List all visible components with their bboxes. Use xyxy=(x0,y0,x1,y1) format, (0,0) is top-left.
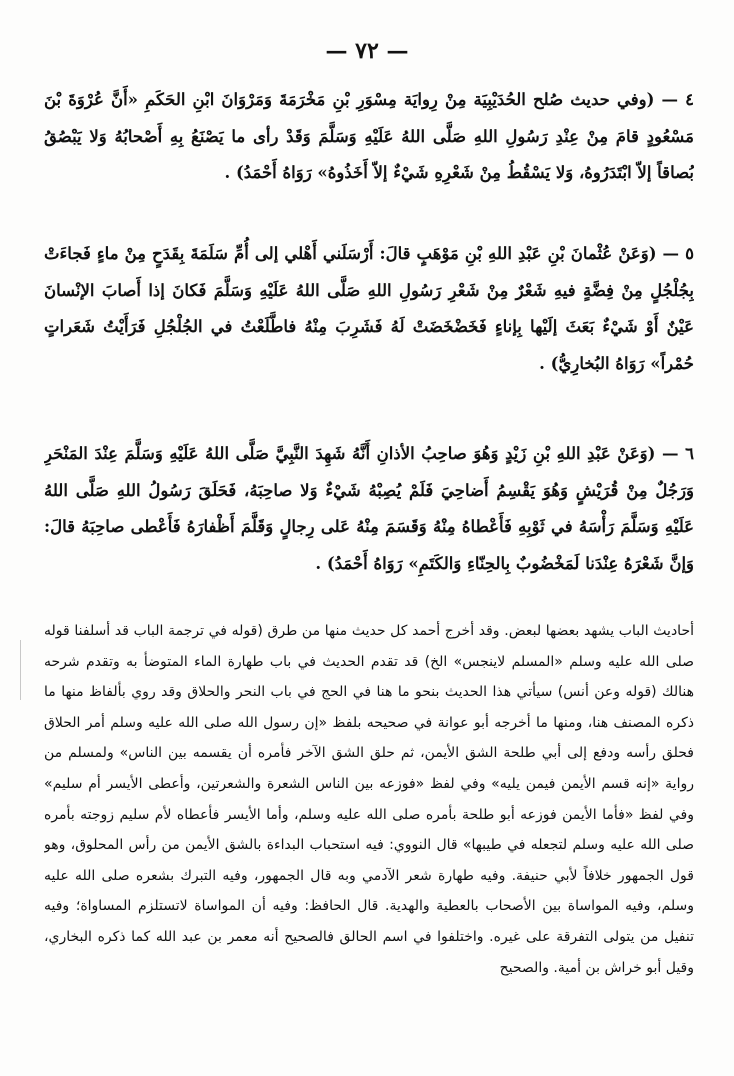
hadith-4: ٤ — (وفي حديث صُلح الحُدَيْبِيَة مِنْ رِوايَة مِسْوَرِ بْنِ مَخْرَمَةَ وَمَرْوَانَ ابْنِ الحَكَمِ «أَنَّ عُرْوَةَ بْنَ مَسْعُودٍ قامَ مِنْ عِنْدِ رَسُولِ اللهِ صَلَّى اللهُ عَلَيْهِ وَسَلَّمَ وَقَدْ رأى ما يَصْنَعُ بِهِ أَصْحابُهُ وَلا يَبْصُقُ بُصاقاً إلاّ ابْتَدَرُوهُ، وَلا يَسْقُطُ مِنْ شَعْرِهِ شَيْءٌ إلاّ أَخَذُوهُ» رَوَاهُ أَحْمَدُ) . xyxy=(44,90,694,183)
commentary-text: أحاديث الباب يشهد بعضها لبعض. وقد أخرج أحمد كل حديث منها من طرق (قوله في ترجمة الباب قد أسلفنا قوله صلى الله عليه وسلم «المسلم لاينجس» الخ) قد تقدم الحديث في باب طهارة الماء المتوضأ به وتقدم شرحه هنالك (قوله وعن أنس) سيأتي هذا الحديث بنحو ما هنا في الحج في باب النحر والحلاق وقد روي بألفاظ منها ما ذكره المصنف هنا، ومنها ما أخرجه أبو عوانة في صحيحه بلفظ «إن رسول الله صلى الله عليه وسلم أمر الحلاق فحلق رأسه ودفع إلى أبي طلحة الشق الأيمن، ثم حلق الشق الآخر فأمره أن يقسمه بين الناس» ولمسلم من رواية «إنه قسم الأيمن فيمن يليه» وفي لفظ «فوزعه بين الناس الشعرة والشعرتين، وأعطى الأيسر أم سليم» وفي لفظ «فأما الأيمن فوزعه أبو طلحة بأمره صلى الله عليه وسلم، وأما الأيسر فأعطاه لأم سليم زوجته بأمره صلى الله عليه وسلم لتجعله في طيبها» قال النووي: فيه استحباب البداءة بالشق الأيمن من رأس المحلوق، وهو قول الجمهور خلافاً لأبي حنيفة. وفيه طهارة شعر الآدمي وبه قال الجمهور، وفيه التبرك بشعره صلى الله عليه وسلم، وفيه المواساة بين الأصحاب بالعطية والهدية. قال الحافظ: وفيه أن المواساة لاتستلزم المساواة؛ وفيه تنفيل من يتولى التفرقة على غيره. واختلفوا في اسم الحالق فالصحيح أنه معمر بن عبد الله كما ذكره البخاري، وقيل أبو خراش بن أمية. والصحيح xyxy=(44,623,694,976)
margin-line xyxy=(20,640,21,700)
page-number: — ٧٢ — xyxy=(325,38,409,64)
hadith-6: ٦ — (وَعَنْ عَبْدِ اللهِ بْنِ زَيْدٍ وَهُوَ صاحِبُ الأذانِ أَنَّهُ شَهِدَ النَّبِيَّ صَلَّى اللهُ عَلَيْهِ وَسَلَّمَ عِنْدَ المَنْحَرِ وَرَجُلٌ مِنْ قُرَيْشٍ وَهُوَ يَقْسِمُ أَضاحِيَ فَلَمْ يُصِبْهُ شَيْءٌ وَلا صاحِبَهُ، فَحَلَقَ رَسُولُ اللهِ صَلَّى اللهُ عَلَيْهِ وَسَلَّمَ رَأْسَهُ في ثَوْبِهِ فَأَعْطاهُ مِنْهُ وَقَسَمَ مِنْهُ عَلى رِجالٍ وَقَلَّمَ أَظْفارَهُ فَأَعْطى صاحِبَهُ قالَ: وَإنَّ شَعْرَهُ عِنْدَنا لَمَخْضُوبٌ بِالحِنّاءِ وَالكَتَمِ» رَوَاهُ أَحْمَدُ) . xyxy=(44,444,694,573)
page-content xyxy=(44,82,694,1076)
hadith-5: ٥ — (وَعَنْ عُثْمانَ بْنِ عَبْدِ اللهِ بْنِ مَوْهَبٍ قالَ: أَرْسَلَني أَهْلي إلى أُمِّ سَلَمَةَ بِقَدَحٍ مِنْ ماءٍ فَجاءَتْ بِجُلْجُلٍ مِنْ فِضَّةٍ فيهِ شَعْرٌ مِنْ شَعْرِ رَسُولِ اللهِ صَلَّى اللهُ عَلَيْهِ وَسَلَّمَ فَكانَ إذا أَصابَ الإنْسانَ عَيْنٌ أَوْ شَيْءٌ بَعَثَ إلَيْها بِإناءٍ فَخَضْخَضَتْ لَهُ فَشَرِبَ مِنْهُ فاطَّلَعْتُ في الجُلْجُلِ فَرَأَيْتُ شَعَراتٍ حُمْراً» رَوَاهُ البُخارِيُّ) . xyxy=(44,244,694,373)
